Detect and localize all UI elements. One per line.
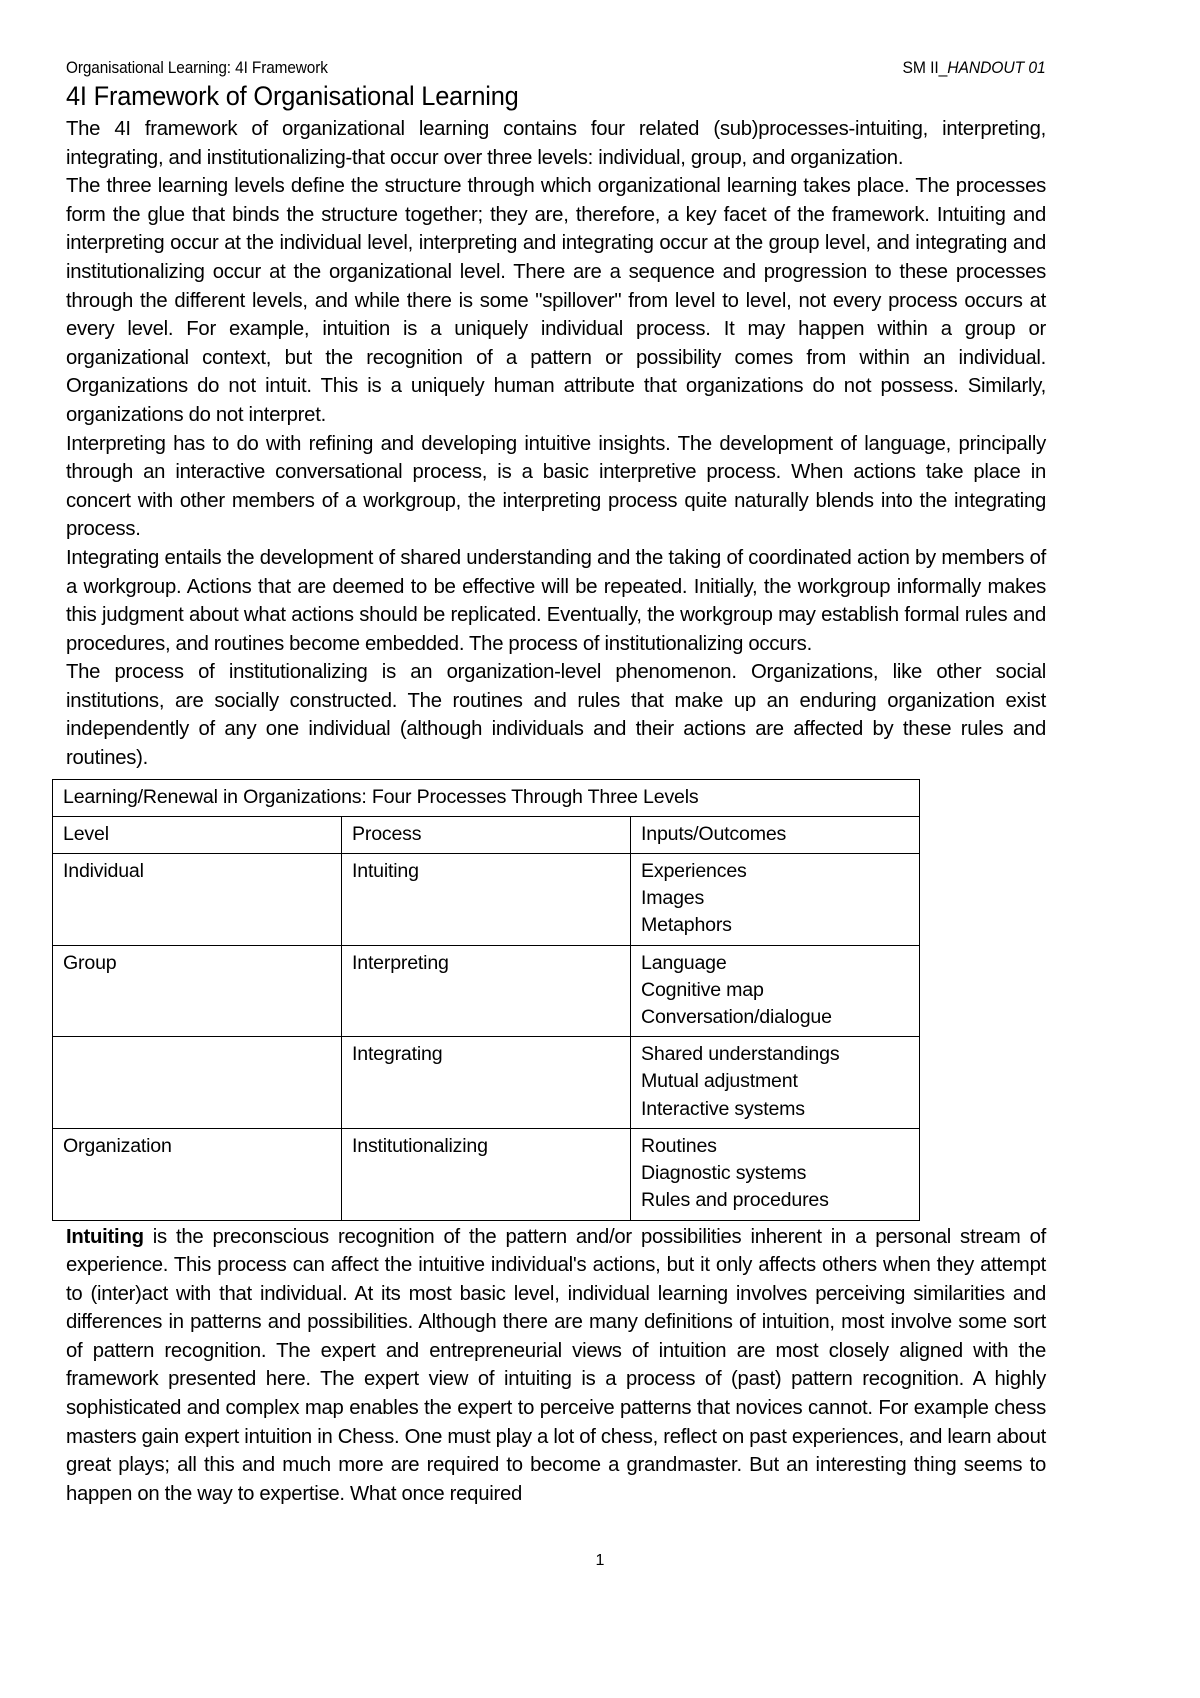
outcome-item: Conversation/dialogue bbox=[641, 1006, 832, 1029]
outcome-item: Diagnostic systems bbox=[641, 1162, 807, 1185]
paragraph-1: The 4I framework of organizational learning contains four related (sub)processes-intuiting, interpreting, integrating, and institutionalizing-that occur over three levels: individual, group, and organization. bbox=[66, 118, 1046, 169]
paragraph-2: The three learning levels define the structure through which organizational learning takes place. The processes form the glue that binds the structure together; they are, therefore, a key facet of the framework. Intuiting and interpreting occur at the individual level, interpreting and integrating occur at the group level, and integrating and institutionalizing occur at the organizational level. There are a sequence and progression to these processes through the different levels, and while there is some "spillover" from level to level, not every process occurs at every level. For example, intuition is a uniquely individual process. It may happen within a group or organizational context, but the recognition of a pattern or possibility comes from within an individual. Organizations do not intuit. This is a uniquely human attribute that organizations do not possess. Similarly, organizations do not interpret. bbox=[66, 175, 1046, 426]
closing-paragraph-lead: Intuiting bbox=[66, 1225, 144, 1248]
outcome-item: Cognitive map bbox=[641, 978, 764, 1001]
outcome-item: Interactive systems bbox=[641, 1097, 805, 1120]
table-header-row bbox=[53, 816, 920, 853]
outcome-item: Metaphors bbox=[641, 914, 732, 937]
cell-process: Institutionalizing bbox=[342, 1128, 631, 1220]
table-caption-cell: Learning/Renewal in Organizations: Four Processes Through Three Levels bbox=[53, 779, 920, 816]
outcome-item: Mutual adjustment bbox=[641, 1070, 798, 1093]
cell-process: Integrating bbox=[342, 1037, 631, 1129]
table-row bbox=[53, 945, 920, 1037]
table-header-inputs-outcomes: Inputs/Outcomes bbox=[631, 816, 920, 853]
page-number: 1 bbox=[595, 1552, 605, 1569]
cell-level: Group bbox=[53, 945, 342, 1037]
cell-process: Interpreting bbox=[342, 945, 631, 1037]
paragraph-4: Integrating entails the development of shared understanding and the taking of coordinated action by members of a workgroup. Actions that are deemed to be effective will be repeated. Initially, the workgroup informally makes this judgment about what actions should be replicated. Eventually, the workgroup may establish formal rules and procedures, and routines become embedded. The process of institutionalizing occurs. bbox=[66, 546, 1046, 655]
cell-outcomes bbox=[631, 1128, 920, 1220]
cell-level: Individual bbox=[53, 854, 342, 946]
outcome-item: Shared understandings bbox=[641, 1043, 840, 1066]
closing-paragraph-body: is the preconscious recognition of the pattern and/or possibilities inherent in a personal stream of experience. This process can affect the intuitive individual's actions, but it only affects others when they attempt to (inter)act with that individual. At its most basic level, individual learning involves perceiving similarities and differences in patterns and possibilities. Although there are many definitions of intuition, most involve some sort of pattern recognition. The expert and entrepreneurial views of intuition are most closely aligned with the framework presented here. The expert view of intuiting is a process of (past) pattern recognition. A highly sophisticated and complex map enables the expert to perceive patterns that novices cannot. For example chess masters gain expert intuition in Chess. One must play a lot of chess, reflect on past experiences, and learn about great plays; all this and much more are required to become a grandmaster. But an interesting thing seems to happen on the way to expertise. What once required bbox=[66, 1225, 1046, 1505]
cell-outcomes bbox=[631, 1037, 920, 1129]
paragraph-5: The process of institutionalizing is an organization-level phenomenon. Organizations, like other social institutions, are socially constructed. The routines and rules that make up an enduring organization exist independently of any one individual (although individuals and their actions are affected by these rules and routines). bbox=[66, 661, 1046, 770]
paragraph-3: Interpreting has to do with refining and developing intuitive insights. The development of language, principally through an interactive conversational process, is a basic interpretive process. When actions take place in concert with other members of a workgroup, the interpreting process quite naturally blends into the integrating process. bbox=[66, 432, 1046, 541]
running-header-right-italic: HANDOUT 01 bbox=[947, 59, 1046, 77]
outcome-item: Routines bbox=[641, 1134, 717, 1157]
cell-level bbox=[53, 1037, 342, 1129]
table-caption-row bbox=[53, 779, 920, 816]
outcome-item: Language bbox=[641, 951, 727, 974]
table-header-process: Process bbox=[342, 816, 631, 853]
four-processes-table bbox=[52, 779, 920, 1221]
cell-process: Intuiting bbox=[342, 854, 631, 946]
table-row bbox=[53, 1037, 920, 1129]
table-row bbox=[53, 1128, 920, 1220]
running-header bbox=[66, 58, 1046, 78]
cell-level: Organization bbox=[53, 1128, 342, 1220]
table-header-level: Level bbox=[53, 816, 342, 853]
outcome-item: Images bbox=[641, 887, 705, 910]
closing-paragraph bbox=[66, 1223, 1046, 1509]
table-row bbox=[53, 854, 920, 946]
running-header-right-plain: SM II_ bbox=[902, 59, 948, 77]
running-header-right bbox=[903, 58, 1046, 78]
cell-outcomes bbox=[631, 945, 920, 1037]
page-title: 4I Framework of Organisational Learning bbox=[66, 81, 519, 111]
running-header-left: Organisational Learning: 4I Framework bbox=[66, 59, 328, 77]
page-content bbox=[63, 58, 1046, 1508]
outcome-item: Experiences bbox=[641, 860, 747, 883]
outcome-item: Rules and procedures bbox=[641, 1189, 829, 1212]
cell-outcomes bbox=[631, 854, 920, 946]
